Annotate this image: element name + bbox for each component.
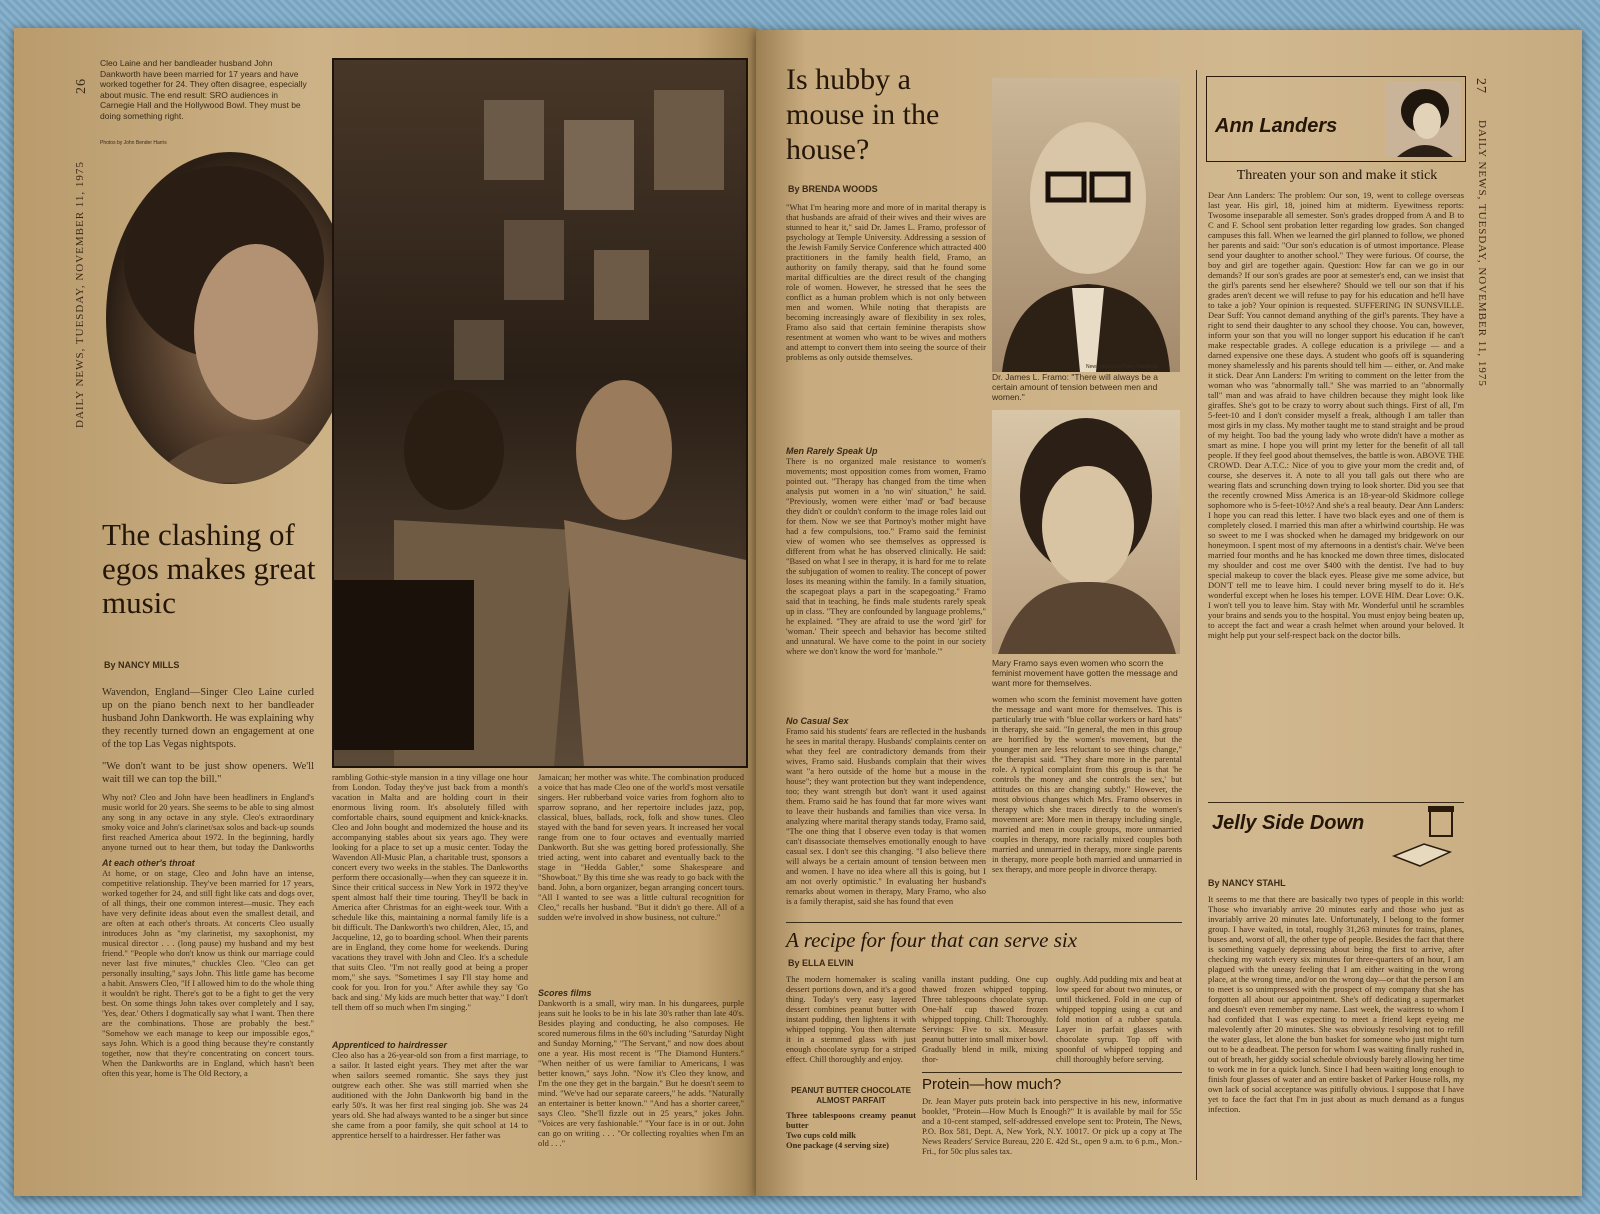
framo-photo-credit: News photos by Harry Hamburg xyxy=(1086,364,1158,370)
cleo-and-john-at-piano-photo xyxy=(332,58,748,768)
recipe-divider xyxy=(786,922,1182,923)
hubby-byline: By BRENDA WOODS xyxy=(788,184,878,194)
james-framo-caption: Dr. James L. Framo: "There will always be a certain amount of tension between men and women." xyxy=(992,372,1158,402)
recipe-ingredient-2: Two cups cold milk xyxy=(786,1130,856,1140)
piano-scene xyxy=(334,60,746,766)
protein-text: Dr. Jean Mayer puts protein back into perspective in his new, informative booklet, "Protein—How Much Is Enough?" It is available by mail for 55c and a 10-cent stamped, self-addressed envelope sent to: Protein, The News, P.O. Box 581, Dept. A, New York, N.Y. 10017. Or pick up a copy at The News Readers' Service Bureau, 220 E. 42d St., open 9 a.m. to 6 p.m., Mon.-Fri., for 50c plus sales tax. xyxy=(922,1096,1182,1156)
article-lede: Wavendon, England—Singer Cleo Laine curled up on the piano bench next to her bandleader husband John Dankworth. He was explaining why they recently turned down an engagement at one of the top Las Vegas nightspots. xyxy=(102,687,314,750)
photo-credit: Photos by John Bender Harris xyxy=(100,140,167,146)
james-framo-figure xyxy=(992,78,1180,372)
column-2-text: rambling Gothic-style mansion in a tiny village one hour from London. Today they've just back from a month's vacation in Malta and are holding court in their enormous living room. It's absolutely filled with comfortable chairs, sound equipment and knick-knacks. Cleo and John bought and modernized the house and its accompanying stables about six years ago. They were looking for a place to set up a music center. Today the Wavendon All-Music Plan, a charitable trust, sponsors a concert every two weeks in the stables. The Dankworths perform there occasionally—when they can squeeze it in. Since their critical success in New York in 1972 they've spent almost half their time touring. They'll be back in America after Christmas for an eight-week tour. With a schedule like this, maintaining a normal family life is a bit difficult. The Dankworth's two children, Alec, 15, and Jacqueline, 12, go to boarding school. When their parents are in England, they come home for weekends. During vacations they travel with John and Cleo. It's a schedule that suits Cleo. "I'm not really good at being a proper mom," she says. "Sometimes I say I'll stay home and cook for you. Iron for you." After awhile they say 'Go back and sing.' My kids are much better that way." I don't tell them off so much when I'm singing." xyxy=(332,772,528,1012)
portrait-figure xyxy=(106,152,354,484)
subhead-scores-films: Scores films xyxy=(538,988,592,998)
right-page-folio: DAILY NEWS, TUESDAY, NOVEMBER 11, 1975 xyxy=(1476,120,1488,387)
jelly-jar-icon xyxy=(1390,804,1464,870)
left-page-number: 26 xyxy=(74,78,89,94)
hubby-text-part-3: Framo said his students' fears are reflected in the husbands he sees in marital therapy. Husbands' complaints center on what they feel are contradictory demands from their wives, Framo said. Husbands complain that their wives want "a hero outside of the home but a mouse in the house"; they want protection but they want independence, too; they want strength but don't want it used against them. Framo said he has found that far more wives want to leave their husbands and families than vice versa. In analyzing where marital therapy stands today, Framo said, "The one thing that I observe even today is that women can't disassociate themselves emotionally enough to have casual sex. I don't see this changing. "I also believe there will always be a certain amount of tension between men and women. I have no idea where all this is going, but I am not overly optimistic." In evaluating her husband's remarks about women in therapy, Mary Framo, who also is a family therapist, said she has found that even xyxy=(786,726,986,906)
article-headline: The clashing of egos makes great music xyxy=(102,517,316,620)
james-framo-photo xyxy=(992,78,1180,372)
left-page-folio: DAILY NEWS, TUESDAY, NOVEMBER 11, 1975 xyxy=(74,161,86,428)
mary-framo-photo xyxy=(992,410,1180,654)
column-3-text: Jamaican; her mother was white. The combination produced a voice that has made Cleo one of the world's most versatile singers. Her rubberband voice varies from foghorn alto to sparrow soprano, and her repertoire includes jazz, pop, classical, blues, ballads, rock, folk and show tunes. Cleo stayed with the band for seven years. It increased her vocal range from one to four octaves and eventually married Dankworth. But she was getting bored professionally. She tried acting, went into cabaret and eventually back to the stage in "Hedda Gabler," some Shakespeare and "Showboat." By this time she was ready to go back with the band. John, a born organizer, began arranging concert tours. "All I wanted to see was a little cultural recognition for Cleo," recalls her husband. "But it didn't go there. All of a sudden we're involved in show business, not culture." xyxy=(538,772,744,922)
mary-framo-caption: Mary Framo says even women who scorn the feminist movement have gotten the message and want more for themselves. xyxy=(992,658,1178,688)
cleo-laine-portrait-photo xyxy=(106,152,354,484)
recipe-headline: A recipe for four that can serve six xyxy=(786,928,1078,952)
ann-landers-figure xyxy=(1385,81,1461,157)
left-newspaper-page xyxy=(14,28,756,1196)
ann-landers-text: Dear Ann Landers: The problem: Our son, 19, went to college overseas last year. His girl, 18, joined him at midterm. Eyewitness reports: Twosome inseparable all semester. Son's grades dropped from A and B to C and F. School sent probation letter regarding low grades. Son changed campuses this fall. When we learned the girl planned to follow, we phoned her parents and said: "Our son's education is of utmost importance. Please send your daughter to another school." They were furious. Of course, the boy and girl are together again. Question: How far can we go in our demands? If our son's grades are poor at semester's end, can we insist that the girl's parents send her elsewhere? Should we tell our son that if his grades aren't decent we will refuse to pay for his education and he'll have to take a job? Your opinion is requested. SUFFERING IN SUNSVILLE. Dear Suff: You cannot demand anything of the girl's parents. They have a right to send their daughter to any school they choose. You can, however, inform your son that you will no longer support his education if he can't make respectable grades. A college education is a privilege — and a darned expensive one these days. A student who goofs off is squandering money shamelessly and his parents should tell him — either, or. And make it stick. Dear Ann Landers: I'm writing to comment on the letter from the woman who was "abnormally tall." She was married to an "abnormally tall" man and was afraid to have children because they might look like giraffes. She's got to be crazy to worry about such things. First of all, I'm 5-feet-10 and I don't consider myself a freak, although I am taller than most girls in my class. My mother taught me to stand straight and be proud of my height. Too bad the young lady who wrote didn't have a mother as smart as mine. I hope you will print my letter for the benefit of all tall people. If they feel good about themselves, the battle is won. ABOVE THE CROWD. Dear A.T.C.: Nice of you to give your mom the credit and, of course, she deserves it. A note to all you tall gals out there who are wearing flats and scrunching down trying to look shorter. Did you see that the recently crowned Miss America is an 18-year-old Skidmore college sophomore who is 5-feet-10½? And she's a real beauty. Dear Ann Landers: I hope you can read this letter. I have two black eyes and one of them is completely closed. I married this man after a whirlwind courtship. He was so sweet to me I was shocked when he damaged my bridgework on our honeymoon. I spent most of my afternoons in a dentist's chair. We've been married four months and he has knocked me down three times, dislocated my shoulder and cost me over $400 with the dentist. I've had to buy special makeup to cover the black eyes. Please give me some advice, but DON'T tell me to leave him. I could never bring myself to do it. He's wonderful except when he loses his temper. LOVE HIM. Dear Love: O.K. I won't tell you to leave him. Stay with Mr. Wonderful until he scrambles your brains and sends you to the hospital. You must enjoy being beaten up, to accept the fact and wear a crash helmet when around your beloved. It might help put your self-respect back on the doctor bills. xyxy=(1208,190,1464,640)
subhead-apprenticed-to-hairdresser: Apprenticed to hairdresser xyxy=(332,1040,448,1050)
jelly-byline: By NANCY STAHL xyxy=(1208,878,1286,888)
recipe-ingredient-1: Three tablespoons creamy peanut butter xyxy=(786,1110,916,1130)
hubby-text-part-4: women who scorn the feminist movement have gotten the message and want more for themselves. This is particularly true with "blue collar workers or hard hats" in therapy, she said. "In general, the men in this group are horrified by the women's movement, but the younger men are less reluctant to see things change," the therapist said. "They share more in the parental role. A typical complaint from this group is that 'he controls the money and she controls the sex,' but attitudes on this are changing subtly." However, the most obvious changes which Mrs. Framo observes in therapy which she traces directly to the women's movement are: More men in therapy including single, married and men in couple groups, more unmarried couples in therapy, more racially mixed couples both married and unmarried in therapy, more single parents in therapy, more people both married and unmarried in sex therapy, and more people in divorce therapy. xyxy=(992,694,1182,874)
hubby-text-part-1: "What I'm hearing more and more of in marital therapy is that husbands are afraid of their wives and their wives are stunned to hear it," said Dr. James L. Framo, professor of psychology at Temple University. Addressing a session of the Jewish Family Service Conference which attracted 400 practitioners in the family health field, Framo, an authority on family therapy, said that he found some marital difficulties are the direct result of the changing role of women. However, he stressed that he sees the conflict as a human problem which is not only between men and women. While noting that therapists are becoming increasingly aware of flexibility in sex roles, Framo also said that certain feminine therapists show resentment at women who want to be wives and mothers and attempt to convert them into seeing the source of their problems as only outside themselves. xyxy=(786,202,986,362)
ann-landers-logo: Ann Landers xyxy=(1215,115,1338,137)
column-2-text-continued: Cleo also has a 26-year-old son from a first marriage, to a sailor. It lasted eight years. They met after the war when sailors seemed romantic. She says they just outgrew each other. She was still married when she auditioned with the John Dankworth big band in the early 50's. It was her first real singing job. She was 24 years old. She had always wanted to be a singer but since she came from a poor family, she quit school at 14 to apprentice herself to a hairdresser. Her father was xyxy=(332,1050,528,1140)
subhead-men-rarely-speak-up: Men Rarely Speak Up xyxy=(786,446,878,456)
jelly-side-down-text: It seems to me that there are basically two types of people in this world: Those who invariably arrive 20 minutes early and those who just as invariably arrive 20 minutes late. Unfortunately, I belong to the former group. I have waited, in total, roughly 31,263 minutes for trains, planes, buses and, worst of all, the other type of people. Besides the fact that there is something vaguely depressing about being the first to arrive, after checking my watch every six minutes for three-quarters of an hour, I am plagued with the uneasy feeling that I am either waiting in the wrong place, at the wrong time, and/or on the wrong day—or that the person I am to meet is so unimpressed with the prospect of my company that she has forgotten all about our appointment. She's off dedicating a supermarket and doesn't even remember my name. Last week, the waitress to whom I had confided that I was expecting to meet a friend kept eyeing me malevolently after 20 minutes. She was obviously resolving not to refill the water glass, let alone the bun basket for someone who just might turn out to be a deadbeat. The person for whom I was waiting finally rushed in, out of breath, her giddy social schedule obviously barely allowing her time to work me in for a quick lunch. Since I had been waiting long enough to finish four glasses of water and an entire basket of Parker House rolls, my own lack of social acceptance was pitifully obvious. I suppose that I have yet to face the fact that I'm in just about as much demand as a fungus infection. xyxy=(1208,894,1464,1114)
recipe-column-3: oughly. Add pudding mix and beat at low speed for about two minutes, or until thickened. Fold in one cup of whipped topping using a cut and fold motion of a rubber spatula. Layer in parfait glasses with chocolate syrup. Top off with spoonful of whipped topping and chill thoroughly before serving. xyxy=(1056,974,1182,1064)
column-divider xyxy=(1196,70,1197,1180)
ann-landers-logo-box xyxy=(1206,76,1466,162)
recipe-column-2: vanilla instant pudding. One cup thawed frozen whipped topping. Three tablespoons chocolate syrup. One-half cup thawed frozen whipped topping. Chill: Thoroughly. Servings: Five to six. Measure peanut butter into small mixer bowl. Gradually blend in milk, mixing thor- xyxy=(922,974,1048,1064)
protein-divider xyxy=(922,1072,1182,1073)
right-page-number: 27 xyxy=(1473,78,1488,94)
ann-landers-headline: Threaten your son and make it stick xyxy=(1236,168,1438,183)
right-newspaper-page xyxy=(756,30,1582,1196)
subhead-no-casual-sex: No Casual Sex xyxy=(786,716,849,726)
column-1-text: Why not? Cleo and John have been headliners in England's music world for 20 years. She seems to be able to sing almost any song in any octave in any style. Cleo's extraordinary smoky voice and John's clarinet/sax solos and back-up sounds first reached America about 1972. In the beginning, hardly anyone turned out to hear them, but today the Dankworths xyxy=(102,792,314,852)
jelly-divider xyxy=(1208,802,1464,803)
mary-framo-figure xyxy=(992,410,1180,654)
column-3-text-continued: Dankworth is a small, wiry man. In his dungarees, purple jeans suit he looks to be in his late 30's rather than late 40's. Besides playing and conducting, he also composes. He scored numerous films in the 60's including "Saturday Night and Sunday Morning," "The Servant," and now does about one a year. His most recent is "The Diamond Hunters." "When neither of us were familiar to Americans, I was better known," says John. "Now it's Cleo they know, and I'm the one they get in the bargain." But he doesn't seem to mind. "We've had our separate careers," he adds. "Naturally an entertainer is better known." "And has a shorter career," says Cleo. "She'll fizzle out in 25 years," jokes John. "Voices are very fashionable." "Your face is in or out. John can go on writing . . . "Or collecting royalties when I'm an old . . ." xyxy=(538,998,744,1148)
jelly-side-down-headline: Jelly Side Down xyxy=(1212,812,1365,834)
ann-landers-portrait xyxy=(1385,81,1461,157)
recipe-ingredient-3: One package (4 serving size) xyxy=(786,1140,889,1150)
hubby-text-part-2: There is no organized male resistance to women's movements; most opposition comes from women, Framo pointed out. "Therapy has changed from the time when analysis put women in a 'no win' situation," he said. "Previously, women were either 'mad' or 'bad' because they didn't or couldn't conform to the image roles laid out for them. Now we see that Portnoy's mother might have had a few compulsions, too." Framo said the feminist view of women who see themselves as oppressed is different from what he has observed clinically. He said: "Based on what I see in therapy, it is hard for me to relate the subjugation of women to reality. The concept of power loses its meaning within the family. In a family situation, the scapegoat plays a part in the scapegoating." Framo said that in teaching, he finds male students rarely speak up in class. "They are confounded by language problems," he explained. "They are afraid to use the word 'girl' for 'woman.' Their speech and behavior has become stilted and unnatural. We have come to the point in our society where we don't know the word for 'manhole.'" xyxy=(786,456,986,656)
hubby-headline: Is hubby a mouse in the house? xyxy=(786,63,940,166)
article-byline: By NANCY MILLS xyxy=(104,660,180,670)
photo-caption: Cleo Laine and her bandleader husband John Dankworth have been married for 17 years and have worked together for 24. They often disagree, especially about music. The end result: SRO audiences in Carnegie Hall and the Hollywood Bowl. They must be doing something right. xyxy=(100,58,307,121)
article-quote: "We don't want to be just show openers. We'll wait till we can top the bill." xyxy=(102,761,314,785)
recipe-intro: The modern homemaker is scaling dessert portions down, and it's a good thing. Today's very easy layered dessert combines peanut butter with instant pudding, then lightens it with whipped topping. You then alternate it in a stemmed glass with just enough chocolate syrup for a striped effect. Chill thoroughly and enjoy. xyxy=(786,974,916,1064)
recipe-byline: By ELLA ELVIN xyxy=(788,958,854,968)
recipe-title: PEANUT BUTTER CHOCOLATE ALMOST PARFAIT xyxy=(791,1086,911,1105)
column-1-text-continued: At home, or on stage, Cleo and John have an intense, competitive relationship. They've been married for 17 years, worked together for 24, and still fight like cats and dogs over, of all things, their one common interest—music. They each have very definite ideas about even the smallest detail, and are often at each other's throats. At concerts Cleo usually introduces John as "my clarinetist, my saxophonist, my musical director . . . (long pause) my husband and my best friend." "People who don't know us think our marriage could never last five minutes," chuckles Cleo. "Cleo can get personally insulting," says John. This little game has become a habit. Answers Cleo, "If I allowed him to do the whole thing it wouldn't be right. There's got to be a fight to get the very best. On some things John takes over completely and I say, 'Yes, dear.' Others I dogmatically say what I want. Then there are the combinations. Those are probably the best." "Somehow we each manage to keep our impossible egos," says John. Which is a good thing because they're constantly together, now that they're concentrating on concert tours. When the Dankworths are in England, which hasn't been often this year, home is The Old Rectory, a xyxy=(102,868,314,1078)
protein-headline: Protein—how much? xyxy=(922,1076,1062,1093)
subhead-at-each-others-throat: At each other's throat xyxy=(102,858,195,868)
